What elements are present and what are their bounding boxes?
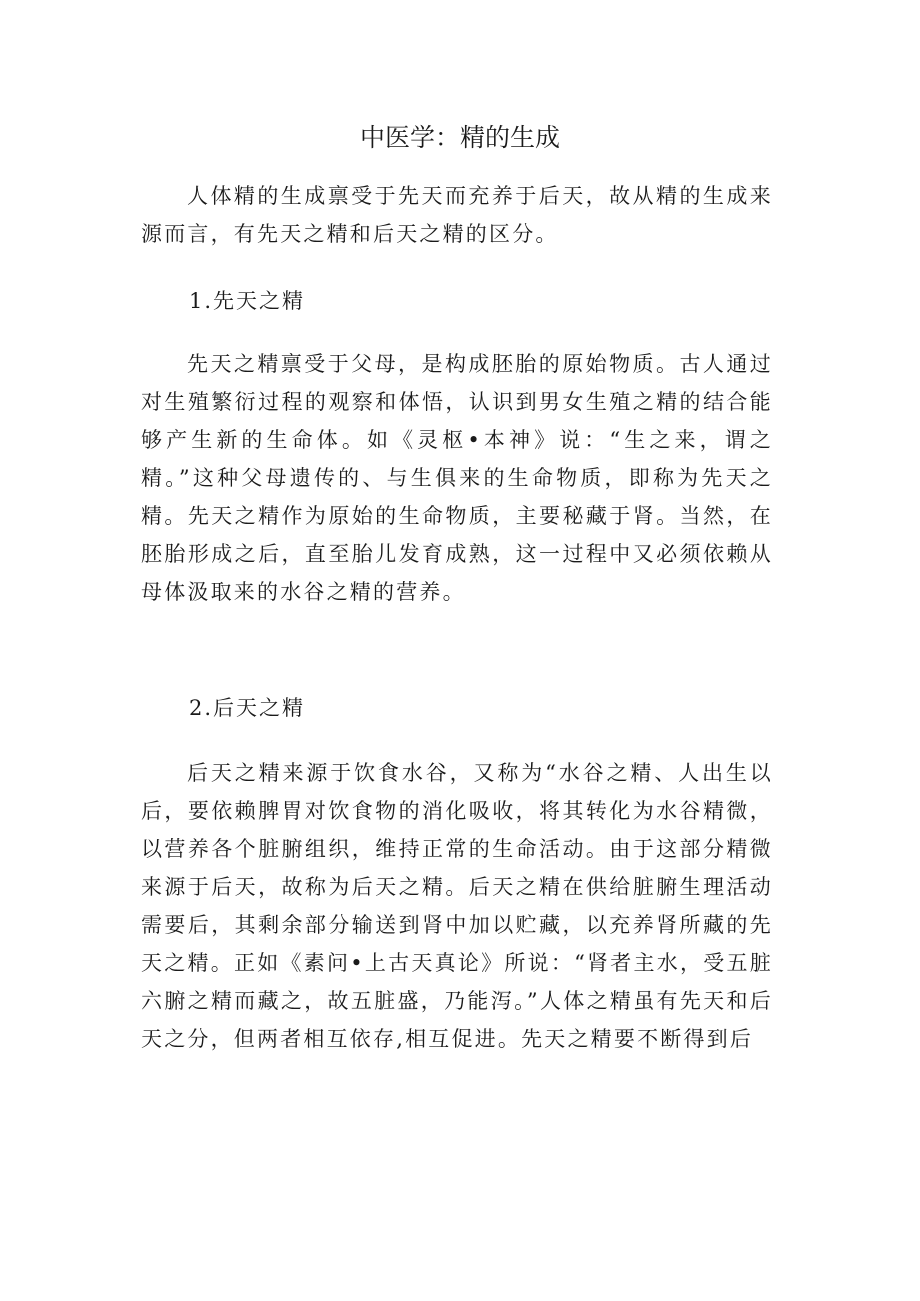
section1-body-block (141, 345, 773, 611)
section2-body-block (141, 754, 773, 1058)
page-title: 中医学：精的生成 (359, 123, 560, 152)
intro-paragraph: 人体精的生成禀受于先天而充养于后天，故从精的生成来源而言，有先天之精和后天之精的区分。 (141, 184, 773, 246)
section2-heading: 2.后天之精 (189, 696, 306, 720)
section1-heading: 1.先天之精 (189, 289, 306, 313)
section2-paragraph: 后天之精来源于饮食水谷，又称为“水谷之精、人出生以后，要依赖脾胃对饮食物的消化吸收，将其转化为水谷精微，以营养各个脏腑组织，维持正常的生命活动。由于这部分精微来源于后天，故称为后天之精。后天之精在供给脏腑生理活动需要后，其剩余部分输送到肾中加以贮藏，以充养肾所藏的先天之精。正如《素问•上古天真论》所说：“肾者主水，受五脏六腑之精而藏之，故五脏盛，乃能泻。”人体之精虽有先天和后天之分，但两者相互依存,相互促进。先天之精要不断得到后 (141, 761, 773, 1051)
intro-paragraph-block (141, 177, 773, 253)
section1-paragraph: 先天之精禀受于父母，是构成胚胎的原始物质。古人通过对生殖繁衍过程的观察和体悟，认识到男女生殖之精的结合能够产生新的生命体。如《灵枢•本神》说：“生之来，谓之精。”这种父母遗传的、与生俱来的生命物质，即称为先天之精。先天之精作为原始的生命物质，主要秘藏于肾。当然，在胚胎形成之后，直至胎儿发育成熟，这一过程中又必须依赖从母体汲取来的水谷之精的营养。 (141, 352, 773, 604)
